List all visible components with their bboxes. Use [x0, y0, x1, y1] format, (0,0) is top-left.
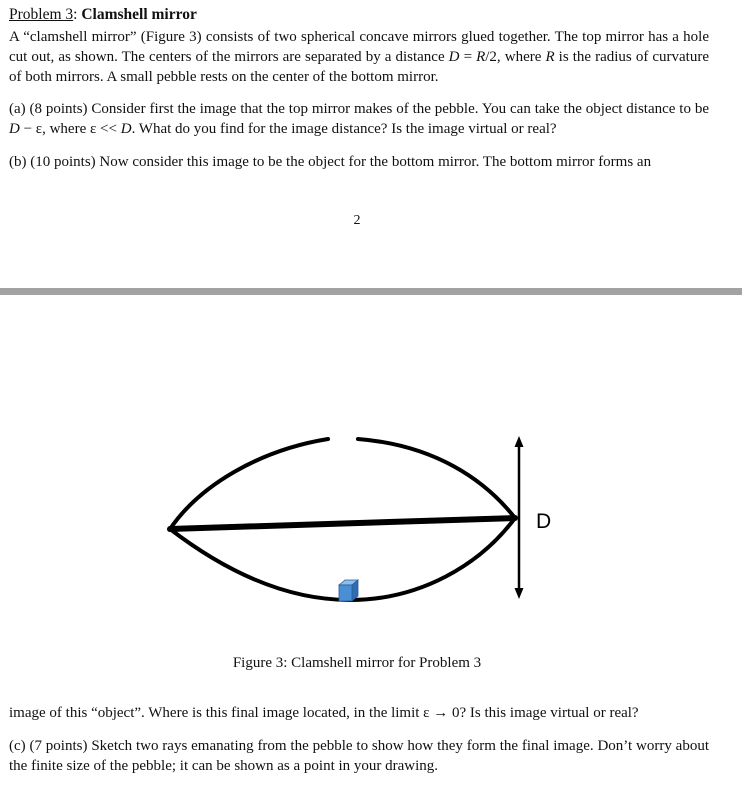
intro-var-r2: R — [545, 49, 555, 65]
d-arrow-head-down — [515, 588, 524, 599]
part-a-paragraph — [9, 99, 709, 139]
top-mirror-right-arc — [358, 439, 515, 518]
figure-caption: Figure 3: Clamshell mirror for Problem 3 — [232, 655, 482, 671]
part-a-text-2: . What do you find for the image distance? Is the image virtual or real? — [131, 121, 557, 137]
intro-var-r: R — [476, 49, 486, 65]
intro-text-2: is the radius of curvature of both mirrors. A small pebble rests on the center of the bottom mirror. — [9, 49, 709, 85]
page-divider — [0, 288, 742, 295]
part-c-paragraph: (c) (7 points) Sketch two rays emanating from the pebble to show how they form the final image. Don’t worry about the finite size of the pebble; it can be shown as a point in your drawing. — [9, 738, 709, 774]
d-label: D — [536, 510, 552, 533]
part-a-var-d: D — [9, 121, 20, 137]
intro-div: /2, where — [485, 49, 546, 65]
pebble-front-face — [339, 585, 352, 601]
problem-name: Clamshell mirror — [81, 6, 197, 23]
part-b-paragraph-start: (b) (10 points) Now consider this image to be the object for the bottom mirror. The bottom mirror forms an — [9, 154, 652, 170]
intro-var-d: D — [448, 49, 460, 65]
pebble-cube — [339, 580, 358, 601]
part-a-minus-eps: − ε, where ε << — [19, 121, 121, 137]
intro-eq: = — [459, 49, 477, 65]
part-b-paragraph-end: image of this “object”. Where is this final image located, in the limit ε → 0? Is this image virtual or real? — [9, 705, 639, 721]
part-a-text-1: (a) (8 points) Consider first the image that the top mirror makes of the pebble. You can take the object distance to be — [9, 101, 709, 117]
intro-text-1: A “clamshell mirror” (Figure 3) consists of two spherical concave mirrors glued together. The top mirror has a hole cut out, as shown. The centers of the mirrors are separated by a distance — [9, 29, 709, 65]
center-line — [170, 518, 515, 529]
problem-colon: : — [73, 6, 78, 23]
intro-paragraph — [9, 27, 709, 87]
problem-heading — [9, 5, 709, 25]
part-a-var-d2: D — [120, 121, 132, 137]
page-number: 2 — [353, 213, 361, 228]
top-mirror-left-arc — [170, 439, 328, 529]
problem-label: Problem 3 — [9, 6, 74, 23]
clamshell-figure — [160, 425, 580, 615]
d-arrow-head-up — [515, 436, 524, 447]
